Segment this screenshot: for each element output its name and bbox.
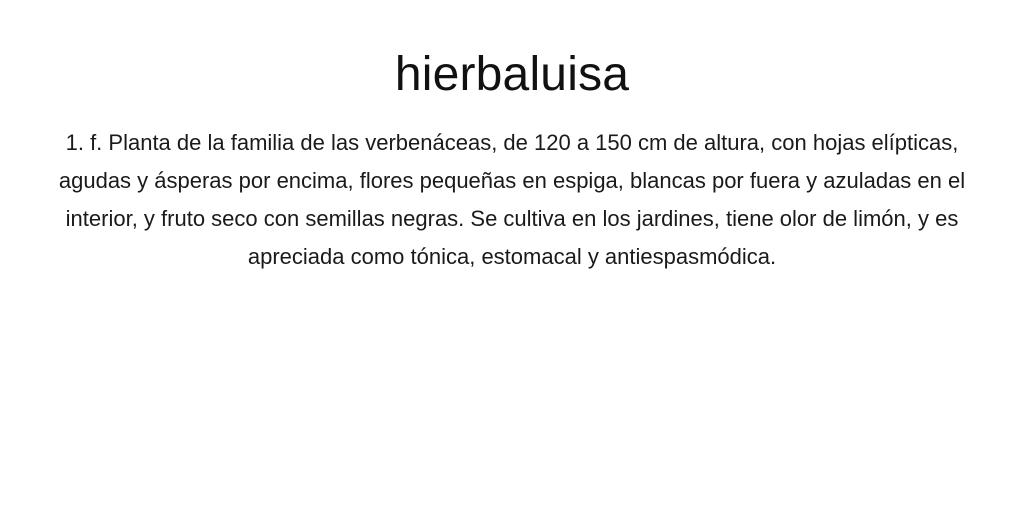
headword-title: hierbaluisa [394, 48, 630, 101]
definition-text: 1. f. Planta de la familia de las verbenáceas, de 120 a 150 cm de altura, con hojas elípticas, agudas y ásperas por encima, flores pequeñas en espiga, blancas por fuera y azuladas en el interior, y fruto seco con semillas negras. Se cultiva en los jardines, tiene olor de limón, y es apreciada como tónica, estomacal y antiespasmódica. [58, 130, 966, 269]
